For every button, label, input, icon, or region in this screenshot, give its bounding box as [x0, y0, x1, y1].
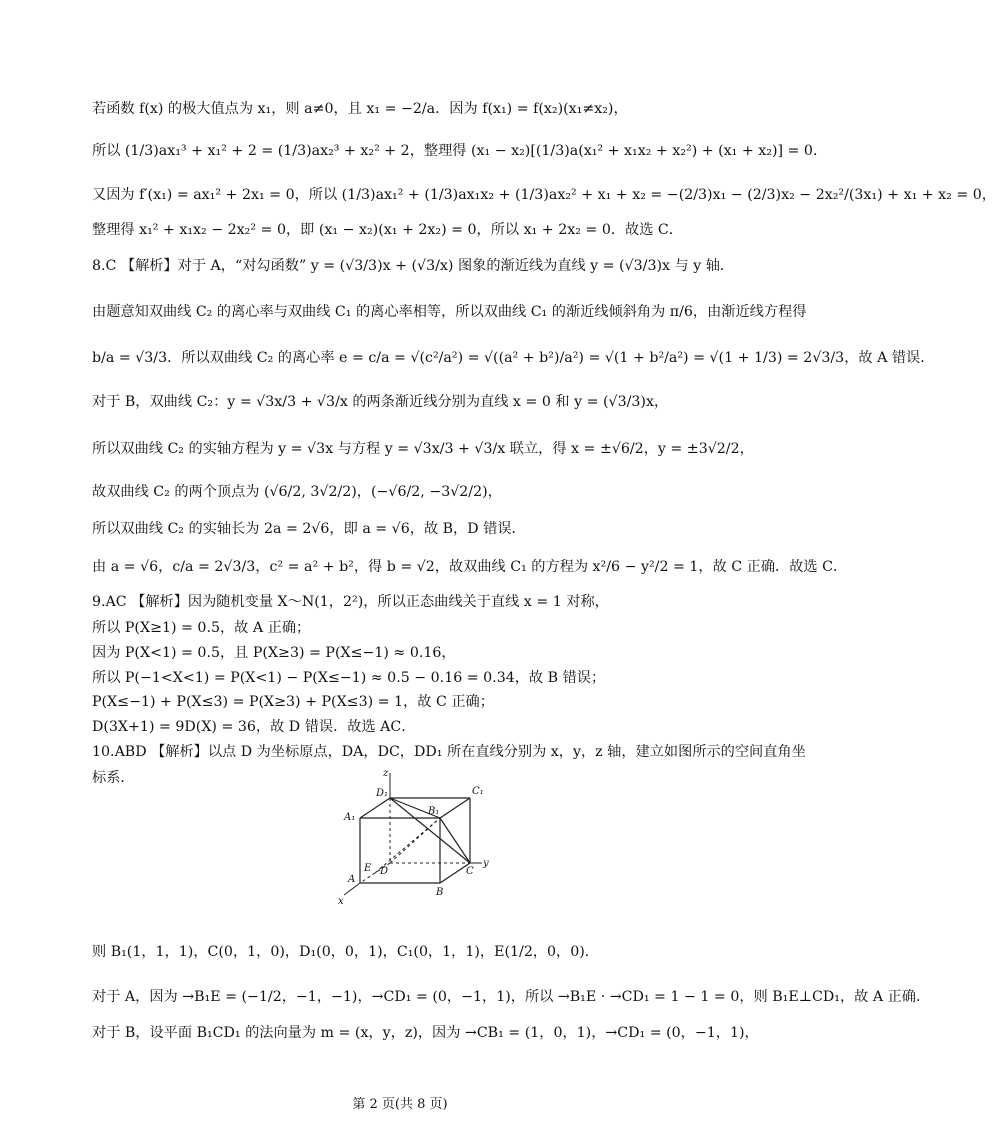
label-B: B: [436, 887, 444, 898]
text-line: 所以 (1/3)ax₁³ + x₁² + 2 = (1/3)ax₂³ + x₂² + 2，整理得 (x₁ − x₂)[(1/3)a(x₁² + x₁x₂ + x₂²) + (x₁ + x₂)] = 0．: [92, 143, 828, 159]
text-line: 又因为 f′(x₁) = ax₁² + 2x₁ = 0，所以 (1/3)ax₁² + (1/3)ax₁x₂ + (1/3)ax₂² + x₁ + x₂ = −(2/3)x₁ − (2/3)x₂ − 2x₂²/(3x₁) + x₁ + x₂ = 0，: [92, 187, 996, 203]
text-line: 对于 A，因为 →B₁E = (−1/2，−1，−1)，→CD₁ = (0，−1，1)，所以 →B₁E · →CD₁ = 1 − 1 = 0，则 B₁E⊥CD₁，故 A 正确．: [92, 989, 931, 1005]
text-line: 标系．: [92, 770, 135, 786]
text-line: 所以 P(−1<X<1) = P(X<1) − P(X≤−1) ≈ 0.5 − 0.16 = 0.34，故 B 错误；: [92, 670, 606, 686]
question-8-header: 8.C 【解析】对于 A，“对勾函数” y = (√3/3)x + (√3/x) 图象的渐近线为直线 y = (√3/3)x 与 y 轴．: [92, 258, 735, 274]
text-line: 对于 B，双曲线 C₂：y = √3x/3 + √3/x 的两条渐近线分别为直线 x = 0 和 y = (√3/3)x，: [92, 394, 669, 410]
text-line: 所以双曲线 C₂ 的实轴方程为 y = √3x 与方程 y = √3x/3 + √3/x 联立，得 x = ±√6/2，y = ±3√2/2，: [92, 441, 754, 457]
text-line: P(X≤−1) + P(X≤3) = P(X≥3) + P(X≤3) = 1，故 C 正确；: [92, 694, 494, 710]
label-x: x: [338, 896, 344, 907]
edge-A1D1: [360, 798, 390, 818]
label-E: E: [364, 863, 372, 874]
label-C: C: [466, 866, 474, 877]
page-footer: 第 2 页(共 8 页): [352, 1097, 448, 1112]
label-D: D: [380, 866, 389, 877]
label-A: A: [348, 874, 356, 885]
text-line: b/a = √3/3．所以双曲线 C₂ 的离心率 e = c/a = √(c²/a²) = √((a² + b²)/a²) = √(1 + b²/a²) = √(1 + 1/3) = 2√3/3，故 A 错误．: [92, 350, 935, 366]
label-A1: A₁: [344, 812, 356, 823]
segment-DB1: [390, 818, 440, 863]
label-C1: C₁: [472, 786, 484, 797]
label-B1: B₁: [428, 806, 440, 817]
label-y: y: [483, 858, 489, 869]
text-line: 则 B₁(1，1，1)，C(0，1，0)，D₁(0，0，1)，C₁(0，1，1)，E(1/2，0，0)．: [92, 944, 599, 960]
text-line: 所以 P(X≥1) = 0.5，故 A 正确；: [92, 620, 311, 636]
text-line: 故双曲线 C₂ 的两个顶点为 (√6/2, 3√2/2)，(−√6/2, −3√2/2)，: [92, 484, 502, 500]
label-z: z: [383, 768, 389, 779]
text-line: 所以双曲线 C₂ 的实轴长为 2a = 2√6，即 a = √6，故 B，D 错误．: [92, 521, 526, 537]
question-10-header: 10.ABD 【解析】以点 D 为坐标原点，DA，DC，DD₁ 所在直线分别为 x，y，z 轴，建立如图所示的空间直角坐: [92, 744, 806, 760]
text-line: 因为 P(X<1) = 0.5，且 P(X≥3) = P(X≤−1) ≈ 0.16，: [92, 645, 456, 661]
text-line: 由题意知双曲线 C₂ 的离心率与双曲线 C₁ 的离心率相等，所以双曲线 C₁ 的渐近线倾斜角为 π/6，由渐近线方程得: [92, 304, 807, 320]
edge-B1C1: [440, 798, 470, 818]
text-line: D(3X+1) = 9D(X) = 36，故 D 错误．故选 AC．: [92, 719, 416, 735]
text-line: 若函数 f(x) 的极大值点为 x₁，则 a≠0，且 x₁ = −2/a．因为 f(x₁) = f(x₂)(x₁≠x₂)，: [92, 101, 628, 117]
cube-coordinate-figure: [330, 768, 490, 916]
text-line: 整理得 x₁² + x₁x₂ − 2x₂² = 0，即 (x₁ − x₂)(x₁ + 2x₂) = 0，所以 x₁ + 2x₂ = 0．故选 C．: [92, 222, 683, 238]
text-line: 对于 B，设平面 B₁CD₁ 的法向量为 m = (x，y，z)，因为 →CB₁ = (1，0，1)，→CD₁ = (0，−1，1)，: [92, 1025, 759, 1041]
question-9-header: 9.AC 【解析】因为随机变量 X～N(1，2²)，所以正态曲线关于直线 x = 1 对称，: [92, 594, 609, 610]
edge-B1C: [440, 818, 470, 863]
text-line: 由 a = √6，c/a = 2√3/3，c² = a² + b²，得 b = √2，故双曲线 C₁ 的方程为 x²/6 − y²/2 = 1，故 C 正确．故选 C．: [92, 559, 848, 575]
label-D1: D₁: [376, 788, 389, 799]
